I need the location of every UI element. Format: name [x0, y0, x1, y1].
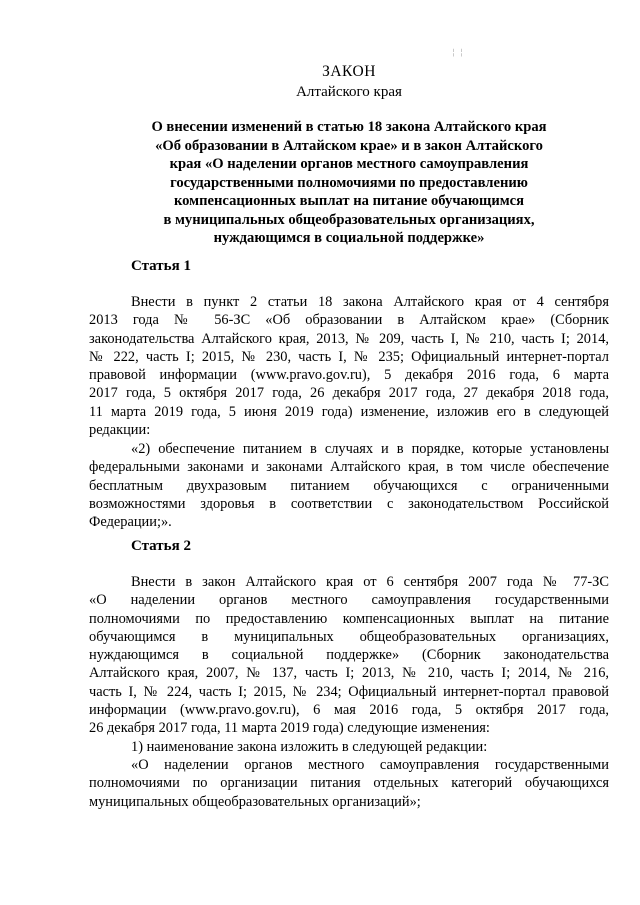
title-line: «Об образовании в Алтайском крае» и в закон Алтайского [155, 137, 543, 154]
title-line: в муниципальных общеобразовательных организациях, [163, 211, 535, 228]
text-line: правовой информации (www.pravo.gov.ru), 5 декабря 2016 года, 6 марта [89, 367, 609, 384]
text-line: Алтайского края, 2007, № 137, часть I; 2013, № 210, часть I; 2014, № 216, [89, 665, 609, 682]
text-line: «О наделении органов местного самоуправления государственными [131, 756, 609, 773]
text-line: полномочиями по организации питания отдельных категорий обучающихся [89, 775, 609, 792]
text-line: часть I, № 224, часть I; 2015, № 234; Официальный интернет-портал правовой [89, 683, 609, 700]
text-line: № 222, часть I; 2015, № 230, часть I, № 235; Официальный интернет-портал [89, 348, 609, 365]
text-line: информации (www.pravo.gov.ru), 6 мая 2016 года, 5 октября 2017 года, [89, 702, 609, 719]
document-region: Алтайского края [296, 84, 402, 100]
text-line: 1) наименование закона изложить в следующей редакции: [131, 738, 488, 755]
title-line: края «О наделении органов местного самоуправления [169, 156, 529, 172]
article-1-paragraph-2 [89, 440, 609, 531]
text-line: редакции: [89, 422, 151, 439]
text-line: 2013 года № 56-ЗС «Об образовании в Алтайском крае» (Сборник [89, 312, 609, 329]
title-line: нуждающимся в социальной поддержке» [213, 230, 485, 246]
article-1-paragraph-1 [89, 293, 609, 439]
scan-artifact: ¦ ¦ [452, 48, 464, 58]
text-line: «2) обеспечение питанием в случаях и в порядке, которые установлены [131, 441, 609, 457]
text-line: Федерации;». [89, 514, 172, 531]
text-line: законодательства Алтайского края, 2013, № 209, часть I, № 210, часть I; 2014, [89, 330, 609, 347]
title-line: компенсационных выплат на питание обучающимся [173, 193, 525, 209]
law-title [89, 118, 609, 248]
text-line: 11 марта 2019 года, 5 июня 2019 года) изменение, изложив его в следующей [89, 403, 609, 420]
text-line: Внести в закон Алтайского края от 6 сентября 2007 года № 77-ЗС [131, 574, 609, 590]
text-line: полномочиями по предоставлению компенсационных выплат на питание [89, 610, 609, 627]
title-line: государственными полномочиями по предоставлению [170, 174, 528, 191]
text-line: нуждающимся в социальной поддержке» (Сборник законодательства [89, 647, 609, 664]
article-2-paragraph-1 [89, 573, 609, 811]
text-line: «О наделении органов местного самоуправления государственными [89, 592, 609, 609]
text-line: муниципальных общеобразовательных организаций»; [89, 793, 421, 810]
title-line: О внесении изменений в статью 18 закона Алтайского края [151, 119, 547, 135]
text-line: бесплатным двухразовым питанием обучающихся с ограниченными [89, 477, 609, 494]
article-2-heading: Статья 2 [131, 538, 191, 554]
article-1-heading: Статья 1 [131, 258, 191, 274]
text-line: 26 декабря 2017 года, 11 марта 2019 года) следующие изменения: [89, 720, 490, 737]
text-line: Внести в пункт 2 статьи 18 закона Алтайского края от 4 сентября [131, 294, 609, 310]
text-line: обучающимся в муниципальных общеобразовательных организациях, [89, 628, 609, 645]
text-line: 2017 года, 5 октября 2017 года, 26 декабря 2017 года, 27 декабря 2018 года, [89, 385, 609, 402]
text-line: федеральными законами и законами Алтайского края, в том числе обеспечение [89, 459, 609, 476]
document-type: ЗАКОН [322, 63, 376, 80]
text-line: возможностями здоровья в соответствии с законодательством Российской [89, 495, 609, 512]
